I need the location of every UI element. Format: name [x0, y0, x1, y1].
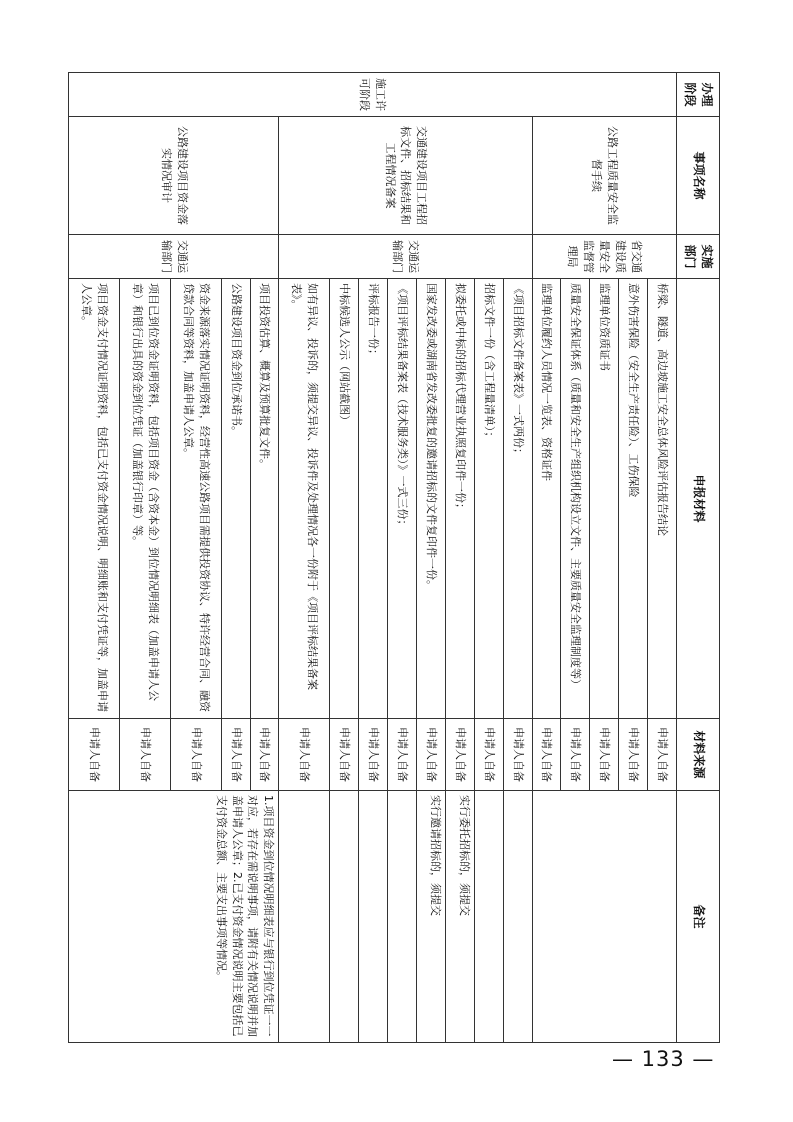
stage-cell: 施工许可阶段	[69, 73, 677, 117]
material-cell: 资金来源落实情况证明资料，经营性高速公路项目需提供投资协议、特许经营合同、融资贷款合同等资料，加盖申请人公章。	[170, 279, 221, 719]
header-notes: 备注	[677, 791, 720, 1043]
source-cell: 申请人自备	[250, 719, 279, 791]
material-cell: 项目投资估算、概算及预算批复文件。	[250, 279, 279, 719]
source-cell: 申请人自备	[221, 719, 250, 791]
materials-table	[68, 72, 720, 1043]
note-cell: 1.项目资金到位情况明细表应与银行到位凭证一一对应，若存在需说明事项，请附有关情况说明并加盖申请人公章；2.已支付资金情况说明主要包括已支付资金总额、主要支出事项等情况。	[69, 791, 279, 1043]
source-cell: 申请人自备	[359, 719, 388, 791]
source-cell: 申请人自备	[648, 719, 677, 791]
material-cell: 桥梁、隧道、高边坡施工安全总体风险评估报告结论	[648, 279, 677, 719]
material-cell: 监理单位履约人员情况一览表、资格证件	[532, 279, 561, 719]
source-cell: 申请人自备	[279, 719, 330, 791]
header-stage: 办理阶段	[677, 73, 720, 117]
source-cell: 申请人自备	[388, 719, 417, 791]
note-cell	[503, 791, 532, 1043]
material-cell: 《项目招标文件备案表》一式两份；	[503, 279, 532, 719]
header-materials: 申报材料	[677, 279, 720, 719]
material-cell: 《项目评标结果备案表（技术服务类）》一式三份；	[388, 279, 417, 719]
material-cell: 监理单位资质证书	[590, 279, 619, 719]
item-cell: 公路建设项目资金落实情况审计	[69, 117, 279, 235]
note-cell	[359, 791, 388, 1043]
note-cell	[474, 791, 503, 1043]
material-cell: 国家发改委或湖南省发改委批复的邀请招标的文件复印件一份。	[416, 279, 445, 719]
material-cell: 拟委托或中标的招标代理营业执照复印件一份；	[445, 279, 474, 719]
material-cell: 如有异议、投诉的，须提交异议、投诉件及处理情况各一份附于《项目评标结果备案表》。	[279, 279, 330, 719]
item-cell: 公路工程质量安全监督手续	[532, 117, 676, 235]
item-cell: 交通建设项目工程招标文件、招标结果和工程情况备案	[279, 117, 532, 235]
material-cell: 项目已到位资金证明资料，包括项目资金（含资本金）到位情况明细表（加盖申请人公章）和银行出具的资金到位凭证（加盖银行印章）等。	[119, 279, 170, 719]
header-row	[677, 73, 720, 1043]
source-cell: 申请人自备	[532, 719, 561, 791]
note-cell	[279, 791, 330, 1043]
material-cell: 意外伤害保险（安全生产责任险）、工伤保险	[619, 279, 648, 719]
source-cell: 申请人自备	[619, 719, 648, 791]
material-cell: 项目资金支付情况证明资料，包括已支付资金情况说明、明细账和支付凭证等，加盖申请人公章。	[69, 279, 120, 719]
note-cell	[532, 791, 676, 1043]
dept-cell: 交通运输部门	[69, 235, 279, 279]
header-source: 材料来源	[677, 719, 720, 791]
page-number: — 133 —	[612, 1047, 715, 1071]
table-row	[503, 73, 532, 1043]
header-dept: 实施部门	[677, 235, 720, 279]
material-cell: 中标候选人公示（网站截图）	[330, 279, 359, 719]
material-cell: 质量安全保证体系（质量和安全生产组织机构设立文件、主要质量安全监理制度等）	[561, 279, 590, 719]
source-cell: 申请人自备	[119, 719, 170, 791]
material-cell: 招标文件一份（含工程量清单）；	[474, 279, 503, 719]
note-cell: 实行委托招标的，须提交	[445, 791, 474, 1043]
table-row	[250, 73, 279, 1043]
note-cell: 实行邀请招标的，须提交	[416, 791, 445, 1043]
table-row	[648, 73, 677, 1043]
source-cell: 申请人自备	[69, 719, 120, 791]
source-cell: 申请人自备	[561, 719, 590, 791]
rotated-table-wrapper	[68, 72, 720, 1042]
header-item: 事项名称	[677, 117, 720, 235]
dept-cell: 交通运输部门	[279, 235, 532, 279]
note-cell	[388, 791, 417, 1043]
material-cell: 评标报告一份；	[359, 279, 388, 719]
source-cell: 申请人自备	[330, 719, 359, 791]
dept-cell: 省交通建设质量安全监督管理局	[532, 235, 676, 279]
source-cell: 申请人自备	[474, 719, 503, 791]
source-cell: 申请人自备	[503, 719, 532, 791]
source-cell: 申请人自备	[445, 719, 474, 791]
source-cell: 申请人自备	[416, 719, 445, 791]
material-cell: 公路建设项目资金到位承诺书。	[221, 279, 250, 719]
source-cell: 申请人自备	[170, 719, 221, 791]
note-cell	[330, 791, 359, 1043]
source-cell: 申请人自备	[590, 719, 619, 791]
